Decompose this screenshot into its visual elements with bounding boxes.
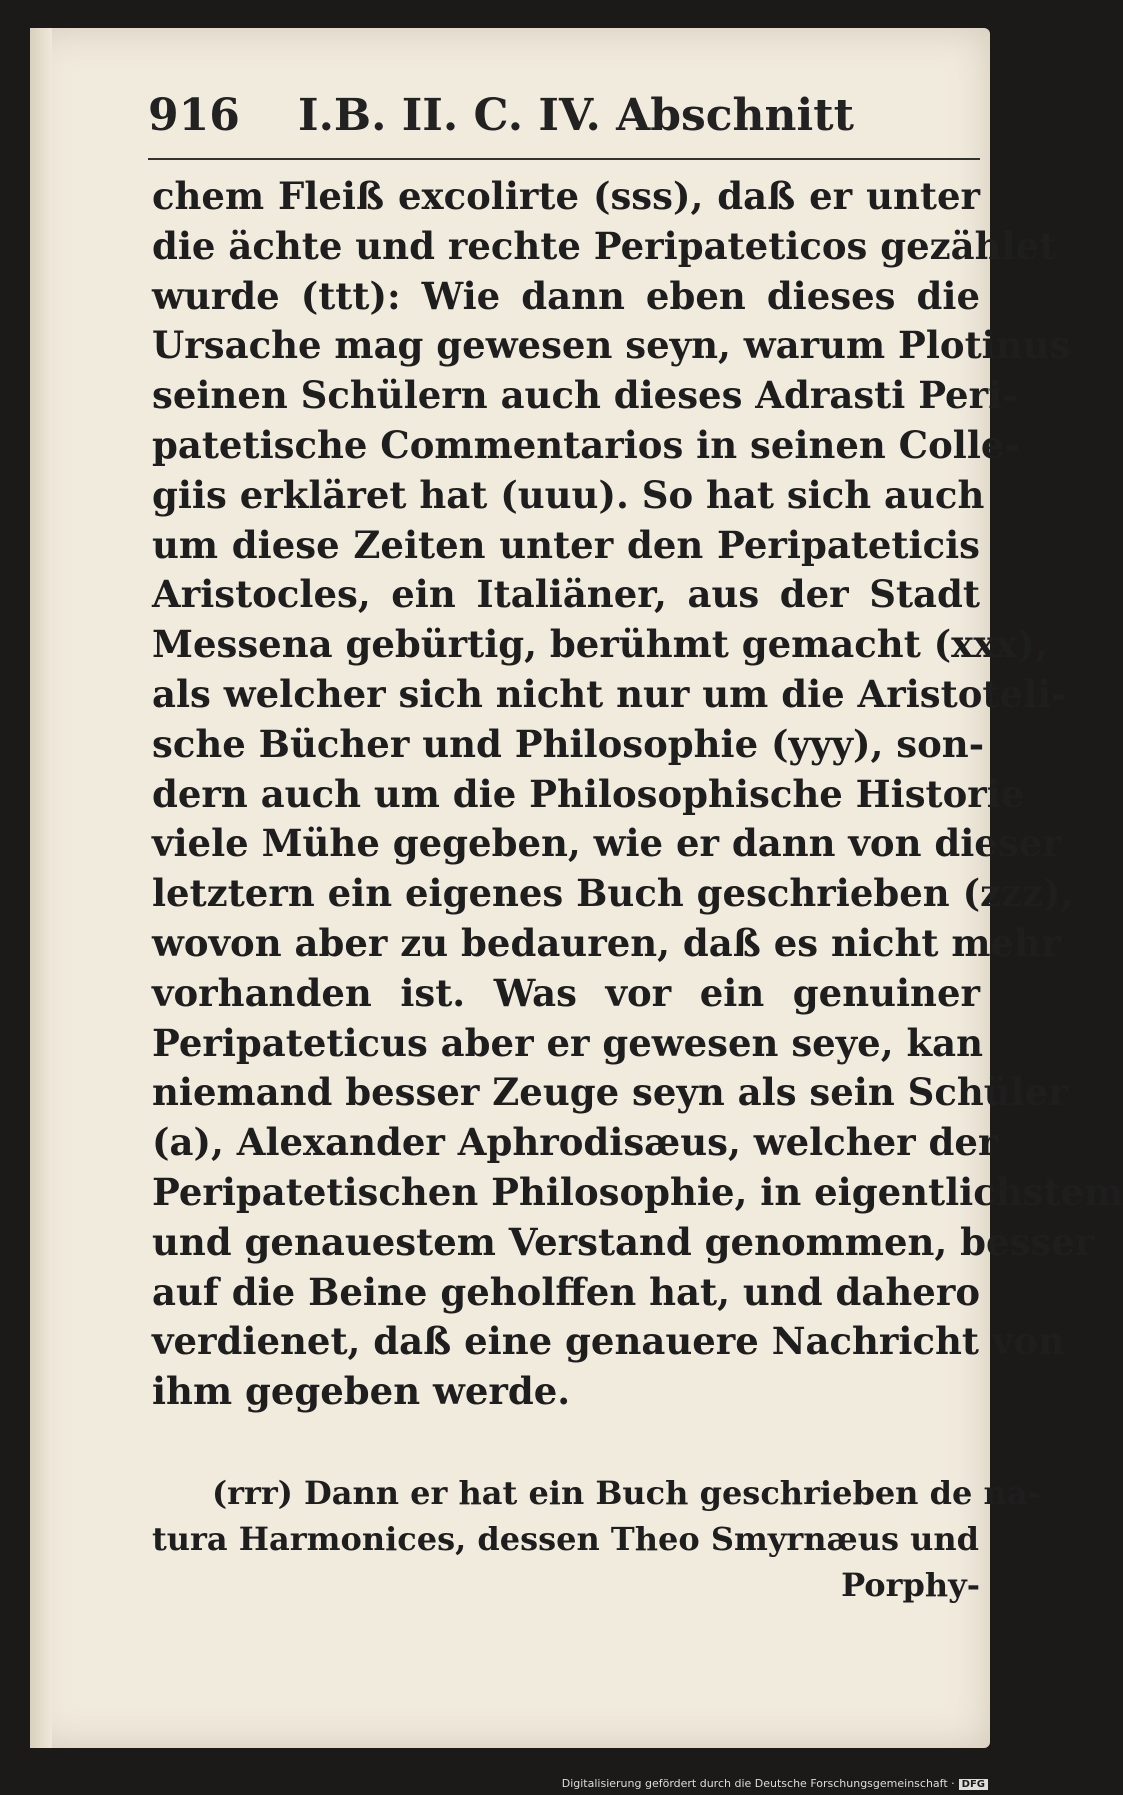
text-line: dern auch um die Philosophische Historie [152, 771, 1025, 816]
page-number: 916 [148, 90, 240, 141]
text-line: letztern ein eigenes Buch geschrieben (zzz), [152, 871, 1074, 916]
digitization-credit [562, 1777, 988, 1790]
text-line: als welcher sich nicht nur um die Aristoteli- [152, 671, 1067, 716]
text-line: Peripateticus aber er gewesen seye, kan [152, 1020, 984, 1065]
text-line: giis erkläret hat (uuu). So hat sich auch [152, 472, 985, 517]
catchword: Porphy- [841, 1566, 980, 1604]
text-line: um diese Zeiten unter den Peripateticis [152, 522, 980, 567]
text-line: wurde (ttt): Wie dann eben dieses die [152, 273, 980, 318]
footnote [152, 1470, 1041, 1608]
text-line: patetische Commentarios in seinen Colle- [152, 422, 1020, 467]
text-line: Peripatetischen Philosophie, in eigentlichstem [152, 1169, 1123, 1214]
text-line: (a), Alexander Aphrodisæus, welcher der [152, 1120, 998, 1165]
text-line: und genauestem Verstand genommen, besser [152, 1219, 1095, 1264]
dfg-logo: DFG [959, 1779, 988, 1790]
text-line: seinen Schülern auch dieses Adrasti Peri- [152, 373, 1018, 418]
header-rule [148, 158, 980, 160]
text-line: niemand besser Zeuge seyn als sein Schüler [152, 1070, 1068, 1115]
running-title: I.B. II. C. IV. Abschnitt [298, 90, 854, 141]
footnote-line: (rrr) Dann er hat ein Buch geschrieben de na- [212, 1474, 1041, 1512]
credit-text: Digitalisierung gefördert durch die Deutsche Forschungsgemeinschaft · [561, 1777, 955, 1790]
text-line: Aristocles, ein Italiäner, aus der Stadt [152, 572, 980, 617]
text-line: Ursache mag gewesen seyn, warum Plotinus [152, 323, 1071, 368]
text-line: vorhanden ist. Was vor ein genuiner [152, 970, 980, 1015]
text-line: viele Mühe gegeben, wie er dann von dieser [152, 821, 1062, 866]
footnote-line: tura Harmonices, dessen Theo Smyrnæus und [152, 1520, 980, 1558]
text-line: verdienet, daß eine genauere Nachricht von [152, 1319, 1065, 1364]
running-header [148, 90, 978, 150]
text-line: chem Fleiß excolirte (sss), daß er unter [152, 174, 980, 218]
page-gutter [30, 28, 52, 1748]
text-line: Messena gebürtig, berühmt gemacht (xxx), [152, 622, 1048, 667]
text-line: die ächte und rechte Peripateticos gezählet [152, 223, 1057, 268]
text-line: auf die Beine geholffen hat, und dahero [152, 1269, 980, 1314]
body-text [152, 172, 1123, 1417]
text-line: sche Bücher und Philosophie (yyy), son- [152, 721, 985, 766]
text-line: ihm gegeben werde. [152, 1369, 571, 1414]
text-line: wovon aber zu bedauren, daß es nicht mehr [152, 920, 1061, 965]
